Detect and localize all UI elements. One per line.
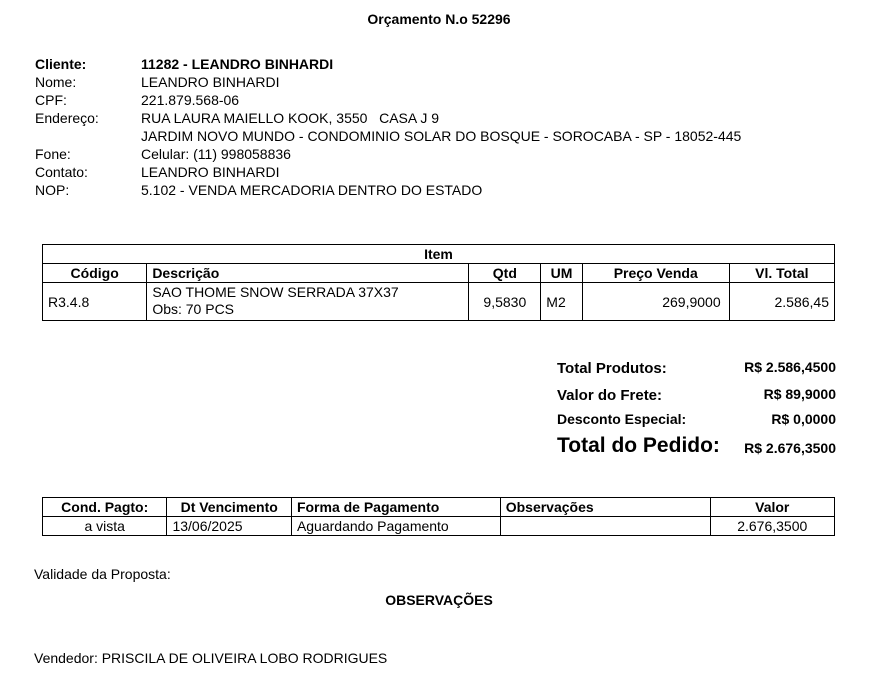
cpf-label: CPF:	[35, 92, 67, 108]
vendedor-label: Vendedor: PRISCILA DE OLIVEIRA LOBO RODRIGUES	[34, 650, 388, 666]
item-um: M2	[541, 283, 583, 321]
endereco-line1: RUA LAURA MAIELLO KOOK, 3550 CASA J 9	[141, 110, 440, 126]
payment-obs	[500, 517, 710, 536]
nome-value: LEANDRO BINHARDI	[141, 74, 280, 90]
contato-value: LEANDRO BINHARDI	[141, 164, 280, 180]
observacoes-title: OBSERVAÇÕES	[385, 592, 493, 608]
table-row	[43, 283, 835, 321]
total-pedido-value: R$ 2.676,3500	[744, 440, 836, 456]
document-title: Orçamento N.o 52296	[367, 11, 511, 27]
total-produtos-value: R$ 2.586,4500	[744, 359, 836, 375]
cpf-value: 221.879.568-06	[141, 92, 240, 108]
item-obs: Obs: 70 PCS	[152, 301, 235, 317]
column-header: Forma de Pagamento	[291, 498, 500, 517]
column-header: Qtd	[469, 264, 541, 283]
item-preco: 269,9000	[582, 283, 729, 321]
column-header: Valor	[710, 498, 835, 517]
column-header: UM	[541, 264, 583, 283]
endereco-label: Endereço:	[35, 110, 99, 126]
column-header: Dt Vencimento	[167, 498, 291, 517]
item-total: 2.586,45	[729, 283, 834, 321]
column-header: Código	[43, 264, 147, 283]
validade-label: Validade da Proposta:	[34, 566, 171, 582]
payments-header-row	[43, 498, 835, 517]
item-qtd: 9,5830	[469, 283, 541, 321]
column-header: Descrição	[147, 264, 469, 283]
nop-label: NOP:	[35, 182, 70, 198]
valor-frete-value: R$ 89,9000	[763, 386, 836, 402]
payments-table	[42, 497, 835, 536]
desconto-label: Desconto Especial:	[557, 411, 687, 427]
items-header-row	[43, 264, 835, 283]
table-row	[43, 517, 835, 536]
fone-value: Celular: (11) 998058836	[141, 146, 291, 162]
total-pedido-label: Total do Pedido:	[557, 434, 720, 457]
payment-forma: Aguardando Pagamento	[291, 517, 500, 536]
nome-label: Nome:	[35, 74, 77, 90]
cliente-value: 11282 - LEANDRO BINHARDI	[141, 56, 334, 72]
total-produtos-label: Total Produtos:	[557, 360, 667, 377]
column-header: Observações	[500, 498, 710, 517]
items-group-header: Item	[43, 245, 835, 264]
item-descricao: SAO THOME SNOW SERRADA 37X37	[152, 284, 399, 300]
column-header: Cond. Pagto:	[43, 498, 167, 517]
column-header: Preço Venda	[582, 264, 729, 283]
desconto-value: R$ 0,0000	[771, 411, 836, 427]
item-codigo: R3.4.8	[43, 283, 147, 321]
column-header: Vl. Total	[729, 264, 834, 283]
payment-valor: 2.676,3500	[710, 517, 835, 536]
payment-cond: a vista	[43, 517, 167, 536]
endereco-line2: JARDIM NOVO MUNDO - CONDOMINIO SOLAR DO BOSQUE - SOROCABA - SP - 18052-445	[141, 128, 742, 144]
item-descricao-cell	[147, 283, 469, 321]
contato-label: Contato:	[35, 164, 88, 180]
cliente-label: Cliente:	[35, 56, 87, 72]
fone-label: Fone:	[35, 146, 71, 162]
valor-frete-label: Valor do Frete:	[557, 387, 663, 404]
items-table	[42, 244, 835, 321]
payment-vencimento: 13/06/2025	[167, 517, 291, 536]
nop-value: 5.102 - VENDA MERCADORIA DENTRO DO ESTADO	[141, 182, 483, 198]
